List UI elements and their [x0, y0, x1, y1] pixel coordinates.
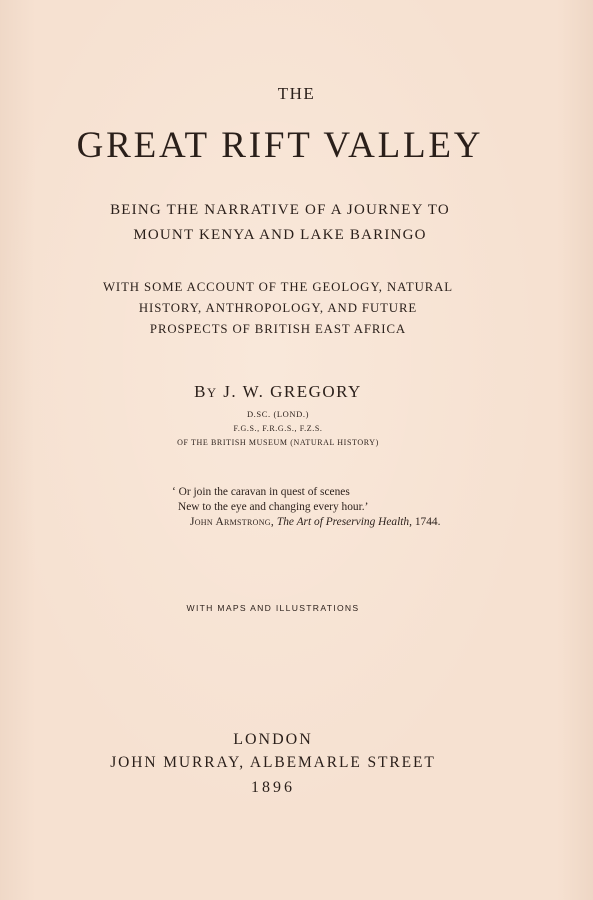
account-line-2: HISTORY, ANTHROPOLOGY, AND FUTURE [138, 301, 418, 315]
title-article: THE [277, 84, 316, 103]
author-line [0, 382, 556, 402]
epigraph-author: John Armstrong, [190, 516, 275, 528]
imprint-city: LONDON [233, 731, 313, 748]
author-by-rest: Y [207, 386, 218, 400]
author-fellowships: F.G.S., F.R.G.S., F.Z.S. [233, 424, 323, 433]
book-title: GREAT RIFT VALLEY [76, 125, 484, 166]
subtitle-line-1: BEING THE NARRATIVE OF A JOURNEY TO [110, 202, 450, 218]
illustrations-note: WITH MAPS AND ILLUSTRATIONS [186, 603, 360, 613]
imprint-publisher: JOHN MURRAY, ALBEMARLE STREET [110, 754, 436, 771]
author-degree: D.SC. (LOND.) [246, 409, 310, 419]
epigraph-line-1: ‘ Or join the caravan in quest of scenes [172, 486, 350, 498]
epigraph-attribution [190, 516, 440, 528]
author-name: J. W. GREGORY [223, 382, 362, 401]
subtitle-line-2: MOUNT KENYA AND LAKE BARINGO [133, 227, 427, 243]
epigraph-line-2: New to the eye and changing every hour.’ [178, 501, 369, 513]
account-line-1: WITH SOME ACCOUNT OF THE GEOLOGY, NATURAL [102, 280, 454, 294]
epigraph-work: The Art of Preserving Health, [276, 516, 412, 528]
imprint-year: 1896 [251, 779, 295, 796]
author-affiliation: OF THE BRITISH MUSEUM (NATURAL HISTORY) [177, 438, 379, 447]
epigraph-year: 1744. [414, 516, 441, 528]
account-line-3: PROSPECTS OF BRITISH EAST AFRICA [149, 322, 407, 336]
author-by-initial: B [194, 382, 208, 401]
